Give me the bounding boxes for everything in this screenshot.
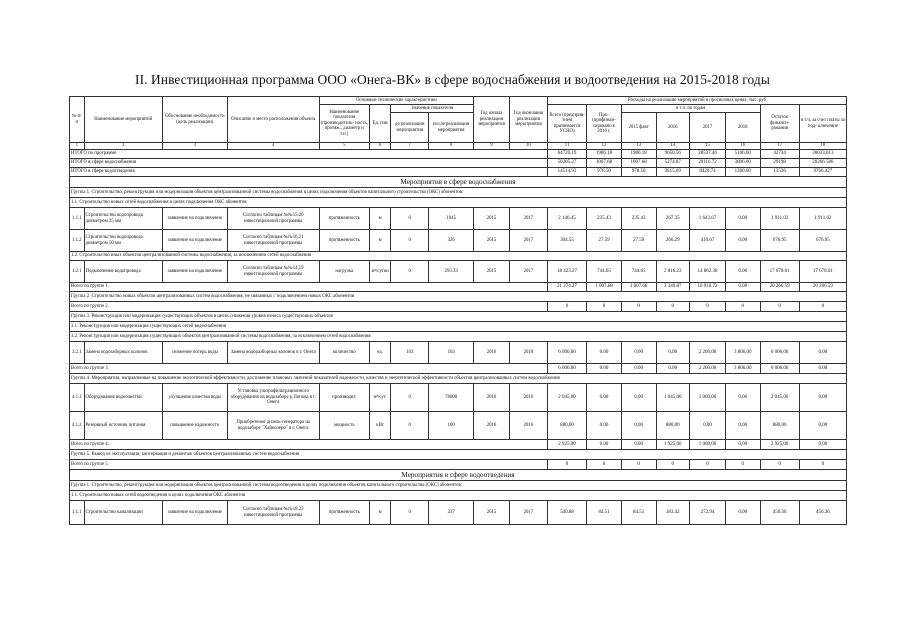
group-sum-value: 0 bbox=[690, 302, 726, 312]
hdr-2016: 2016 bbox=[656, 113, 690, 143]
hdr-start-year: Год начала реализации мероприятия bbox=[474, 97, 510, 143]
group-sum-value: 0.00 bbox=[656, 364, 690, 374]
group-sum-value: 0 bbox=[725, 460, 760, 470]
group-sum-value: 1 925,00 bbox=[656, 440, 690, 450]
row-value: 676.95 bbox=[799, 230, 846, 252]
row-value: 0.00 bbox=[587, 384, 622, 412]
page-title: II. Инвестиционная программа ООО «Онега-ВК» в сфере водоснабжения и водоотведения на 2015-2018 годы bbox=[135, 72, 770, 87]
table-row bbox=[70, 342, 847, 364]
group-sum-value: 0.00 bbox=[799, 364, 846, 374]
hdr-financed-before: Про- (профинан- сировано к 2016 г. bbox=[587, 105, 622, 143]
group-sum-value: 0 bbox=[547, 302, 586, 312]
row-value: 0,00 bbox=[690, 412, 726, 440]
row-param: производит. bbox=[319, 384, 369, 412]
row-after: 70000 bbox=[429, 384, 474, 412]
col-num: 6 bbox=[369, 143, 390, 150]
subgroup-heading: 3.1. Реконструкция или модернизация существующих сетей водоснабжения bbox=[70, 322, 847, 332]
row-description: Согласно таблицам №№18.23 инвестиционной программы bbox=[227, 501, 319, 525]
hdr-end-year: Год окончания реализации мероприятия bbox=[509, 97, 547, 143]
col-num: 13 bbox=[621, 143, 656, 150]
row-value: 676.95 bbox=[760, 230, 799, 252]
row-justification: повышение надежности bbox=[162, 412, 227, 440]
group-sum-row bbox=[70, 440, 847, 450]
table-row bbox=[70, 230, 847, 252]
group-sum-value: 0 bbox=[656, 460, 690, 470]
row-name: Строительство канализации bbox=[84, 501, 162, 525]
row-unit: м³/сут. bbox=[369, 384, 390, 412]
total-value: 9050.56 bbox=[656, 150, 690, 159]
row-param: мощность bbox=[319, 412, 369, 440]
row-param: протяженность bbox=[319, 230, 369, 252]
group-sum-value: 0 bbox=[760, 302, 799, 312]
row-start-year: 2015 bbox=[474, 230, 510, 252]
col-num: 2 bbox=[84, 143, 162, 150]
row-unit: ед. bbox=[369, 342, 390, 364]
col-num: 15 bbox=[690, 143, 726, 150]
row-after: 237 bbox=[429, 501, 474, 525]
row-value: 84.51 bbox=[587, 501, 622, 525]
total-value: 14514.93 bbox=[547, 168, 586, 177]
row-value: 304.55 bbox=[547, 230, 586, 252]
group-sum-value: 0 bbox=[690, 460, 726, 470]
row-after: 1945 bbox=[429, 208, 474, 230]
row-value: 456.36 bbox=[799, 501, 846, 525]
subgroup-heading: 1.2. Строительство иных объектов централизованной системы водоснабжения, за исключением сетей водоснабжения bbox=[70, 252, 847, 261]
row-name: Замена водозаборных колонок bbox=[84, 342, 162, 364]
hdr-remaining: Остаток финанси- рования bbox=[760, 105, 799, 143]
group-sum-label: Всего по группе 5. bbox=[70, 460, 548, 470]
row-value: 456.36 bbox=[760, 501, 799, 525]
row-value: 0,00 bbox=[799, 412, 846, 440]
row-value: 2 816.23 bbox=[656, 261, 690, 283]
total-value: 9766.427 bbox=[799, 168, 846, 177]
row-value: 0,00 bbox=[621, 342, 656, 364]
row-param: нагрузка bbox=[319, 261, 369, 283]
column-numbers-row bbox=[70, 143, 847, 150]
total-value: 1986.18 bbox=[587, 150, 622, 159]
hdr-2018: 2018 bbox=[725, 113, 760, 143]
group-sum-value: 0 bbox=[725, 302, 760, 312]
row-unit: м bbox=[369, 501, 390, 525]
row-description: Согласно таблицам №№16.21 инвестиционной программы bbox=[227, 230, 319, 252]
row-before: 0 bbox=[391, 208, 429, 230]
hdr-name: Наименование мероприятий bbox=[84, 97, 162, 143]
row-start-year: 2016 bbox=[474, 342, 510, 364]
col-num: 14 bbox=[656, 143, 690, 150]
row-value: 0,00 bbox=[725, 501, 760, 525]
row-name: Подключение водопровода bbox=[84, 261, 162, 283]
table-row bbox=[70, 208, 847, 230]
row-value: 17 678.61 bbox=[799, 261, 846, 283]
row-no: 1.1.1 bbox=[70, 501, 85, 525]
total-value: 30033,013 bbox=[799, 150, 846, 159]
row-justification: заявление на подключение bbox=[162, 261, 227, 283]
group-sum-value: 6 006.00 bbox=[760, 364, 799, 374]
group-sum-label: Всего по группе 1. bbox=[70, 283, 548, 292]
group-sum-value: 1 000,00 bbox=[690, 440, 726, 450]
row-value: 744.65 bbox=[587, 261, 622, 283]
table-row bbox=[70, 384, 847, 412]
hdr-incl-fees: в т.ч. за счет платы за под- ключение bbox=[799, 105, 846, 143]
group-sum-value: 0 bbox=[656, 302, 690, 312]
row-start-year: 2015 bbox=[474, 501, 510, 525]
group-heading: Группа 1. Строительство, реконструкция или модернизация объектов централизованной системы водоснабжения в целях подключения объектов капитального строительства (ОКС) абонентов: bbox=[70, 188, 847, 198]
total-label: ИТОГО по программе bbox=[70, 150, 548, 159]
table-row bbox=[70, 501, 847, 525]
row-unit: м bbox=[369, 208, 390, 230]
row-value: 880,00 bbox=[656, 412, 690, 440]
group-sum-value: 0.00 bbox=[621, 364, 656, 374]
row-description: Согласно таблицам №№15.20 инвестиционной программы bbox=[227, 208, 319, 230]
total-value: 13536 bbox=[760, 168, 799, 177]
group-sum-value: 21 274.27 bbox=[547, 283, 586, 292]
total-value: 28537.46 bbox=[690, 150, 726, 159]
row-start-year: 2015 bbox=[474, 261, 510, 283]
total-value: 1300.00 bbox=[725, 168, 760, 177]
group-heading: Группа 2. Строительство новых объектов централизованных систем водоснабжения, не связанных с подключением новых ОКС абонентов bbox=[70, 292, 847, 302]
row-justification: снижение потерь воды bbox=[162, 342, 227, 364]
group-sum-value: 16 916.72 bbox=[690, 283, 726, 292]
row-value: 880,00 bbox=[547, 412, 586, 440]
group-sum-value: 0 bbox=[587, 460, 622, 470]
group-sum-value: 0 bbox=[799, 460, 846, 470]
row-unit: м bbox=[369, 230, 390, 252]
col-num: 7 bbox=[391, 143, 429, 150]
row-value: 1 911.02 bbox=[760, 208, 799, 230]
hdr-2017: 2017 bbox=[690, 113, 726, 143]
total-value: 978.50 bbox=[621, 168, 656, 177]
group-sum-label: Всего по группе 2. bbox=[70, 302, 548, 312]
row-value: 880,00 bbox=[760, 412, 799, 440]
row-no: 3.2.1 bbox=[70, 342, 85, 364]
row-value: 0.00 bbox=[587, 342, 622, 364]
total-value: 1007.68 bbox=[587, 159, 622, 168]
row-end-year: 2017 bbox=[509, 208, 547, 230]
row-value: 2 146.45 bbox=[547, 208, 586, 230]
row-value: 0,00 bbox=[656, 342, 690, 364]
group-sum-value: 0 bbox=[760, 460, 799, 470]
hdr-before: до реализации мероприятия bbox=[391, 113, 429, 143]
row-name: Строительство водопровода диаметром 50 мм bbox=[84, 230, 162, 252]
col-num: 9 bbox=[474, 143, 510, 150]
total-value: 50205.27 bbox=[547, 159, 586, 168]
total-row bbox=[70, 168, 847, 177]
row-value: 6 006,00 bbox=[760, 342, 799, 364]
row-no: 4.1.1 bbox=[70, 384, 85, 412]
group-heading: Группа 1. Строительство, реконструкция или модернизация объектов централизованной системы водоотведения в целях подключения объектов капитального строительства (ОКС) абонентов: bbox=[70, 481, 847, 491]
col-num: 17 bbox=[760, 143, 799, 150]
row-justification: заявление на подключение bbox=[162, 230, 227, 252]
row-value: 17 678.61 bbox=[760, 261, 799, 283]
row-description: Установка ультрафильтрационного оборудования на водозаборе р Попова в г. Онега bbox=[227, 384, 319, 412]
total-row bbox=[70, 159, 847, 168]
row-value: 744.65 bbox=[621, 261, 656, 283]
col-num: 11 bbox=[547, 143, 586, 150]
row-after: 326 bbox=[429, 230, 474, 252]
group-heading: Группа 4. Мероприятия, направленные на повышение экологической эффективности, достижение плановых значений показателей надежности, качества и энергетической эффективности объектов централизованных систем водоснабжения bbox=[70, 374, 847, 384]
row-end-year: 2018 bbox=[509, 342, 547, 364]
group-sum-value: 0 bbox=[621, 460, 656, 470]
row-value: 6 006,00 bbox=[547, 342, 586, 364]
total-value: 42734 bbox=[760, 150, 799, 159]
group-sum-value: 3 806.00 bbox=[725, 364, 760, 374]
total-value: 8420.74 bbox=[690, 168, 726, 177]
group-heading: Группа 5. Вывод из эксплуатации, консервация и демонтаж объектов централизованных систем водоснабжения bbox=[70, 450, 847, 460]
row-end-year: 2016 bbox=[509, 384, 547, 412]
col-num: 1 bbox=[70, 143, 85, 150]
col-num: 10 bbox=[509, 143, 547, 150]
row-value: 266.29 bbox=[656, 230, 690, 252]
row-param: количество bbox=[319, 342, 369, 364]
hdr-description: Описание и место расположения объекта bbox=[227, 97, 319, 143]
total-value: 29198 bbox=[760, 159, 799, 168]
row-name: Оборудование водоочистки bbox=[84, 384, 162, 412]
group-sum-value: 2 200.00 bbox=[690, 364, 726, 374]
group-sum-value: 6 006.00 bbox=[547, 364, 586, 374]
row-value: 84.51 bbox=[621, 501, 656, 525]
hdr-unit: Ед. изм bbox=[369, 105, 390, 143]
row-justification: заявление на подключение bbox=[162, 501, 227, 525]
total-value: 1986.18 bbox=[621, 150, 656, 159]
row-justification: улучшение качества воды bbox=[162, 384, 227, 412]
row-value: 0,00 bbox=[725, 412, 760, 440]
row-param: протяженность bbox=[319, 208, 369, 230]
total-label: ИТОГО в сфере водоотведения bbox=[70, 168, 548, 177]
table-row bbox=[70, 412, 847, 440]
row-value: 272.94 bbox=[690, 501, 726, 525]
row-before: 103 bbox=[391, 342, 429, 364]
col-num: 4 bbox=[227, 143, 319, 150]
group-sum-value: 0.00 bbox=[725, 283, 760, 292]
investment-table bbox=[69, 96, 847, 525]
row-value: 540.88 bbox=[547, 501, 586, 525]
group-sum-value: 0.00 bbox=[587, 440, 622, 450]
row-no: 1.2.1 bbox=[70, 261, 85, 283]
row-justification: заявление на подключение bbox=[162, 208, 227, 230]
row-before: 0 bbox=[391, 230, 429, 252]
row-value: 14 862.38 bbox=[690, 261, 726, 283]
hdr-indicator-value: Значение показателя bbox=[391, 105, 474, 113]
total-value: 5274.87 bbox=[656, 159, 690, 168]
row-value: 267.35 bbox=[656, 208, 690, 230]
row-description: Приобретение дизель-генератора на водозаборе "Хайнозеро" в г. Онега bbox=[227, 412, 319, 440]
subgroup-heading: 1.1. Строительство новых сетей водоотведения в целях подключения ОКС абонентов bbox=[70, 491, 847, 501]
hdr-after: после реализации мероприятия bbox=[429, 113, 474, 143]
group-sum-value: 0,00 bbox=[799, 440, 846, 450]
table-row bbox=[70, 261, 847, 283]
group-sum-value: 0,00 bbox=[725, 440, 760, 450]
row-value: 1 000,00 bbox=[690, 384, 726, 412]
row-start-year: 2016 bbox=[474, 384, 510, 412]
group-sum-row bbox=[70, 460, 847, 470]
row-value: 0,00 bbox=[621, 412, 656, 440]
subgroup-heading: 3.2. Реконструкция или модернизация существующих объектов централизованной системы водоснабжения, за исключением сетей водоснабжения bbox=[70, 332, 847, 342]
row-value: 27.59 bbox=[621, 230, 656, 252]
total-label: ИТОГО в сфере водоснабжения bbox=[70, 159, 548, 168]
row-no: 4.1.2 bbox=[70, 412, 85, 440]
row-after: 100 bbox=[429, 412, 474, 440]
total-value: 3815.69 bbox=[656, 168, 690, 177]
row-end-year: 2017 bbox=[509, 501, 547, 525]
row-value: 27.59 bbox=[587, 230, 622, 252]
group-sum-value: 0 bbox=[547, 460, 586, 470]
row-value: 2 045,00 bbox=[760, 384, 799, 412]
hdr-total: Всего (предприя- тием принимается УСНО) bbox=[547, 105, 586, 143]
hdr-expenses: Расходы на реализацию мероприятий в прогнозных ценах, тыс. руб bbox=[547, 97, 846, 105]
total-value: 20266.586 bbox=[799, 159, 846, 168]
total-value: 978.50 bbox=[587, 168, 622, 177]
group-sum-value: 0.00 bbox=[587, 364, 622, 374]
total-value: 20116.72 bbox=[690, 159, 726, 168]
row-no: 1.1.1 bbox=[70, 208, 85, 230]
group-sum-value: 0 bbox=[799, 302, 846, 312]
hdr-no: № п/п bbox=[70, 97, 85, 143]
col-num: 12 bbox=[587, 143, 622, 150]
row-value: 235.43 bbox=[621, 208, 656, 230]
total-row bbox=[70, 150, 847, 159]
row-name: Резервный источник питания bbox=[84, 412, 162, 440]
row-value: 0,00 bbox=[725, 384, 760, 412]
row-value: 235.43 bbox=[587, 208, 622, 230]
group-sum-value: 0.00 bbox=[621, 440, 656, 450]
total-value: 64720.19 bbox=[547, 150, 586, 159]
row-value: 1 911.02 bbox=[799, 208, 846, 230]
group-sum-value: 20 266.59 bbox=[760, 283, 799, 292]
group-sum-label: Всего по группе 4. bbox=[70, 440, 548, 450]
col-num: 18 bbox=[799, 143, 846, 150]
total-value: 1007.68 bbox=[621, 159, 656, 168]
group-sum-value: 20 266.59 bbox=[799, 283, 846, 292]
hdr-main-chars: Основные технические характеристики bbox=[319, 97, 474, 105]
row-value: 2 200,00 bbox=[690, 342, 726, 364]
row-value: 0.00 bbox=[725, 208, 760, 230]
total-value: 3806.00 bbox=[725, 159, 760, 168]
row-param: протяженность bbox=[319, 501, 369, 525]
row-start-year: 2016 bbox=[474, 412, 510, 440]
hdr-justification: Обоснование необходимости (цель реализации) bbox=[162, 97, 227, 143]
col-num: 8 bbox=[429, 143, 474, 150]
row-value: 0,00 bbox=[621, 384, 656, 412]
row-start-year: 2015 bbox=[474, 208, 510, 230]
col-num: 5 bbox=[319, 143, 369, 150]
row-value: 1 045,00 bbox=[656, 384, 690, 412]
group-sum-value: 1 007.68 bbox=[587, 283, 622, 292]
row-unit: м³/сутки bbox=[369, 261, 390, 283]
row-value: 0.00 bbox=[725, 261, 760, 283]
row-value: 410.67 bbox=[690, 230, 726, 252]
group-sum-label: Всего по группе 3. bbox=[70, 364, 548, 374]
col-num: 3 bbox=[162, 143, 227, 150]
group-sum-value: 2 925,00 bbox=[760, 440, 799, 450]
group-sum-row bbox=[70, 283, 847, 292]
row-end-year: 2017 bbox=[509, 230, 547, 252]
group-sum-row bbox=[70, 364, 847, 374]
group-sum-value: 2 925,00 bbox=[547, 440, 586, 450]
row-value: 18 423.27 bbox=[547, 261, 586, 283]
row-value: 1 643.67 bbox=[690, 208, 726, 230]
row-after: 293.33 bbox=[429, 261, 474, 283]
row-value: 0,00 bbox=[799, 384, 846, 412]
row-before: 0 bbox=[391, 384, 429, 412]
group-heading: Группа 3. Реконструкция или модернизация существующих объектов в целях снижения уровня износа существующих объектов bbox=[70, 312, 847, 322]
hdr-by-years: в т.ч. по годам bbox=[621, 105, 760, 113]
section-heading-water: Мероприятия в сфере водоснабжения bbox=[70, 177, 847, 188]
row-name: Строительство водопровода диаметром 25 мм bbox=[84, 208, 162, 230]
row-before: 0 bbox=[391, 412, 429, 440]
row-value: 0,00 bbox=[725, 230, 760, 252]
total-value: 5106.00 bbox=[725, 150, 760, 159]
row-before: 0 bbox=[391, 501, 429, 525]
row-unit: кВт bbox=[369, 412, 390, 440]
group-sum-row bbox=[70, 302, 847, 312]
row-description: Замена водоразборных колонок в г. Онега bbox=[227, 342, 319, 364]
group-sum-value: 3 349.87 bbox=[656, 283, 690, 292]
row-before: 0 bbox=[391, 261, 429, 283]
row-end-year: 2017 bbox=[509, 261, 547, 283]
row-value: 3 806,00 bbox=[725, 342, 760, 364]
hdr-2015: 2015 факт bbox=[621, 113, 656, 143]
row-after: 103 bbox=[429, 342, 474, 364]
row-value: 183.42 bbox=[656, 501, 690, 525]
row-value: 2 045,00 bbox=[547, 384, 586, 412]
group-sum-value: 0 bbox=[587, 302, 622, 312]
row-value: 0,00 bbox=[799, 342, 846, 364]
row-end-year: 2016 bbox=[509, 412, 547, 440]
subgroup-heading: 1.1. Строительство новых сетей водоснабжения в целях подключения ОКС абонентов bbox=[70, 198, 847, 208]
hdr-param-name: Наименование показателя (производитель- ность, протяж., диаметр и т.п.) bbox=[319, 105, 369, 143]
col-num: 16 bbox=[725, 143, 760, 150]
group-sum-value: 0 bbox=[621, 302, 656, 312]
section-heading-sewer: Мероприятия в сфере водоотведения bbox=[70, 470, 847, 481]
row-no: 1.1.2 bbox=[70, 230, 85, 252]
group-sum-value: 1 007.68 bbox=[621, 283, 656, 292]
row-value: 0.00 bbox=[587, 412, 622, 440]
row-description: Согласно таблицам №№14,19 инвестиционной программы bbox=[227, 261, 319, 283]
